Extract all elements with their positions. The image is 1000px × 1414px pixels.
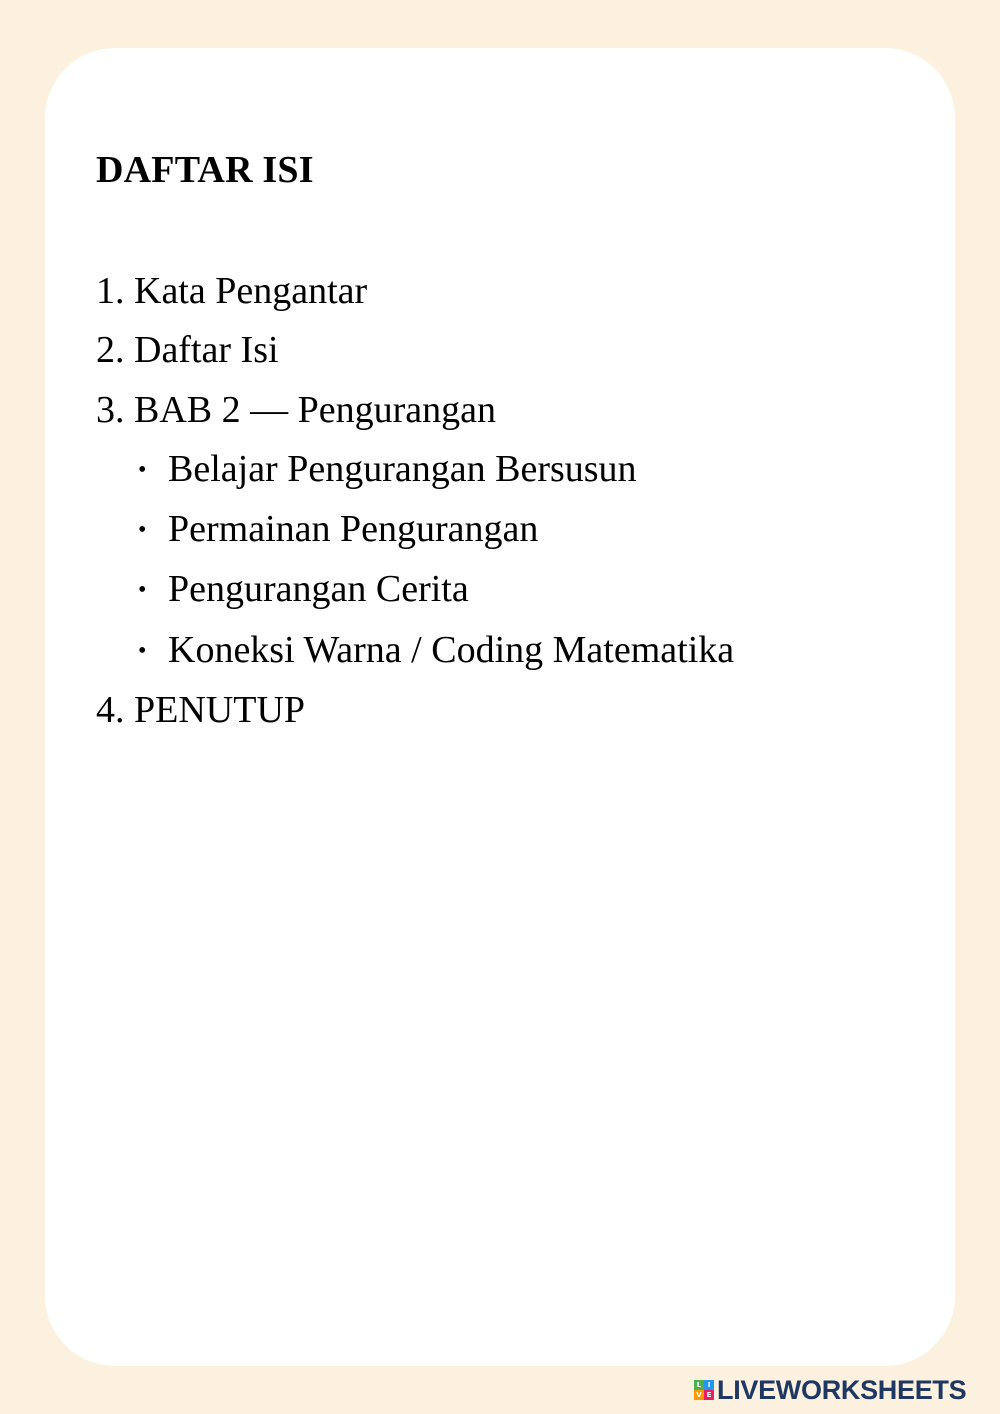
toc-item-label: PENUTUP xyxy=(134,689,306,732)
toc-item-label: Kata Pengantar xyxy=(134,270,368,312)
toc-item-number: 2. xyxy=(96,329,125,372)
toc-item-number: 4. xyxy=(96,689,125,732)
toc-item-bab-2 xyxy=(96,381,734,440)
liveworksheets-watermark xyxy=(694,1376,966,1404)
toc-subitem-label: Koneksi Warna / Coding Matematika xyxy=(168,628,735,671)
toc-item-label: BAB 2 — Pengurangan xyxy=(134,388,497,431)
bullet-icon: • xyxy=(138,577,147,604)
liveworksheets-logo-icon xyxy=(694,1380,714,1400)
logo-cell: E xyxy=(704,1390,714,1400)
logo-cell: I xyxy=(704,1380,714,1390)
toc-item-penutup xyxy=(96,681,734,740)
bullet-icon: • xyxy=(138,517,147,544)
page-title: DAFTAR ISI xyxy=(96,149,314,191)
toc-subitem-label: Pengurangan Cerita xyxy=(168,568,469,611)
toc-subitem-label: Belajar Pengurangan Bersusun xyxy=(168,447,637,490)
toc-subitem-koneksi-warna xyxy=(96,621,734,681)
logo-cell: L xyxy=(694,1380,704,1390)
toc-subitem-belajar-pengurangan-bersusun xyxy=(96,440,734,500)
toc-item-daftar-isi xyxy=(96,321,734,380)
toc-subitem-label: Permainan Pengurangan xyxy=(168,508,539,551)
logo-cell: V xyxy=(694,1390,704,1400)
toc-subitem-permainan-pengurangan xyxy=(96,500,734,560)
toc-item-kata-pengantar xyxy=(96,262,734,321)
toc-subitem-pengurangan-cerita xyxy=(96,560,734,620)
bullet-icon: • xyxy=(138,637,147,664)
table-of-contents xyxy=(96,262,734,740)
toc-item-number: 1. xyxy=(96,270,125,312)
bullet-icon: • xyxy=(138,456,147,483)
toc-item-label: Daftar Isi xyxy=(134,329,279,372)
toc-item-number: 3. xyxy=(96,388,125,431)
brand-name: LIVEWORKSHEETS xyxy=(717,1375,967,1405)
